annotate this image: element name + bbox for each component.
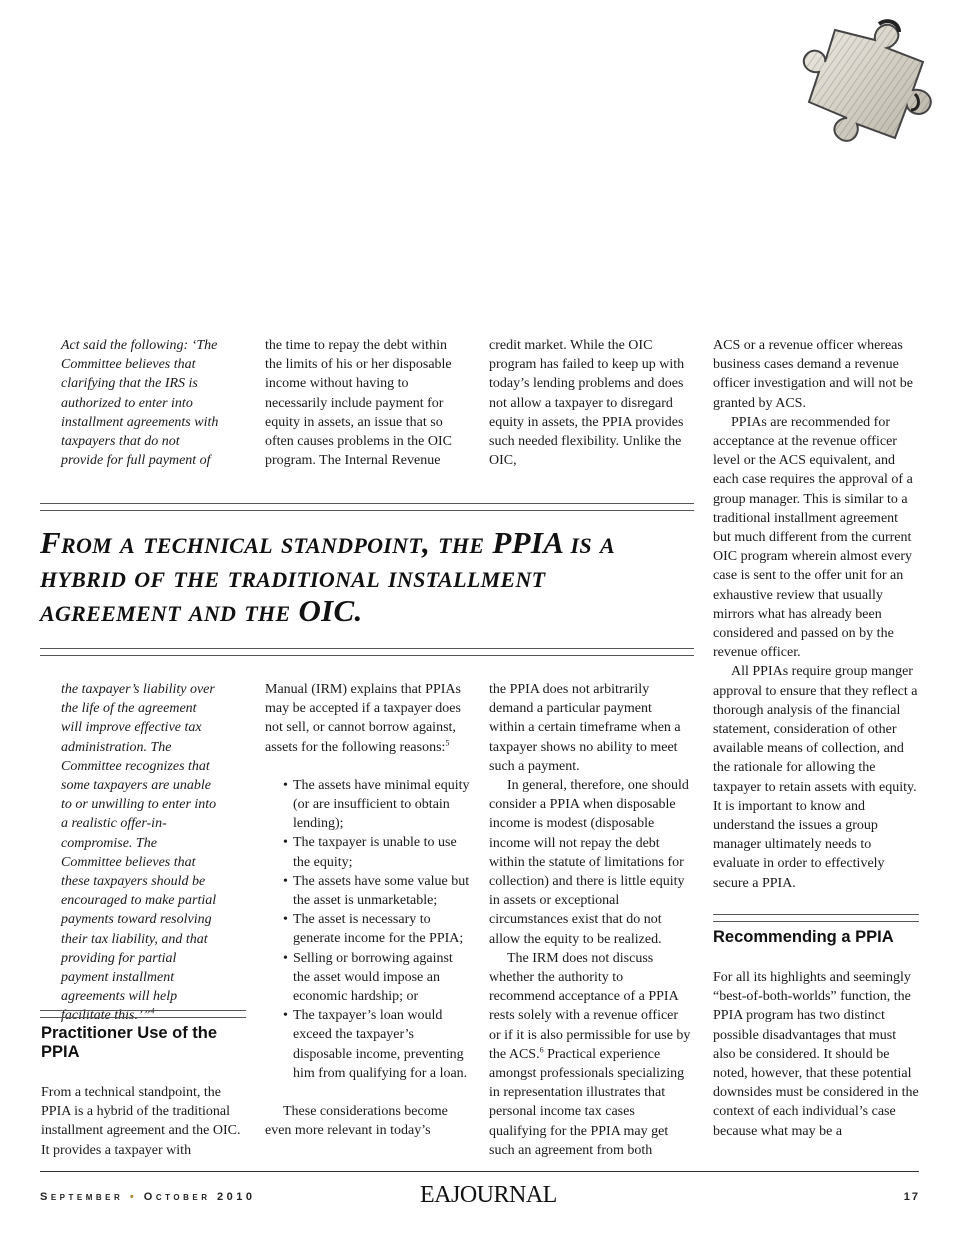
col4-bottom-text: For all its highlights and seemingly “best-of-both-worlds” function, the PPIA program has two distinct possible disadvantages that must also be considered. It should be noted, however, that these potential downsides must be considered in the context of each individual’s case because what may be a — [713, 970, 919, 1139]
footer-rule — [40, 1171, 919, 1172]
section-rule-recommending — [713, 914, 919, 922]
col3-top-text: credit market. While the OIC program has failed to keep up with today’s lending problems and does not allow a taxpayer to disregard equity in assets, the PPIA provides such needed flexibility. Unlike the OIC, — [489, 338, 685, 469]
page-number: 17 — [903, 1191, 920, 1203]
puzzle-piece-icon — [795, 10, 955, 150]
list-item: • The assets have some value but the asset is unmarketable; — [265, 872, 471, 910]
section-heading-recommending: Recommending a PPIA — [713, 928, 894, 946]
list-item: • The asset is necessary to generate income for the PPIA; — [265, 910, 471, 948]
pullquote-top-rule — [40, 503, 694, 511]
col2-top-text: the time to repay the debt within the limits of his or her disposable income without having to necessarily include payment for equity in assets, an issue that so often causes problems in the OIC program. The Internal Revenue — [265, 338, 453, 469]
list-item: • The taxpayer’s loan would exceed the taxpayer’s disposable income, preventing him from qualifying for a loan. — [265, 1006, 471, 1083]
section-heading-practitioner: Practitioner Use of the PPIA — [41, 1024, 218, 1061]
col1-bottom-quote: the taxpayer’s liability over the life of the agreement will improve effective tax administration. The Committee recognizes that some taxpayers are unable to or unwilling to enter into a realistic offer-in-compromise. The Committee believes that these taxpayers should be encouraged to make partial payments toward resolving their tax liability, and that providing for partial payment installment agreements will help facilitate this.’”$^4$ — [61, 682, 217, 1024]
col1-body-text: From a technical standpoint, the PPIA is a hybrid of the traditional installment agreement and the OIC. It provides a taxpayer with — [41, 1085, 241, 1158]
col4-text: ACS or a revenue officer whereas business cases demand a revenue officer investigation and will not be granted by ACS. PPIAs are recommended for acceptance at the revenue officer level or the ACS equivalent, and each case requires the approval of a group manager. This is similar to a traditional installment agreement but much different from the current OIC program wherein almost every case is sent to the offer unit for an exhaustive review that usually mirrors what has already been considered and passed on by the revenue officer. All PPIAs require group manger approval to ensure that they reflect a thorough analysis of the financial statement, consideration of other available means of collection, and the rationale for allowing the taxpayer to retain assets with equity. It is important to know and understand the issues a group manager ultimately needs to evaluate in order to effectively secure a PPIA. — [713, 338, 918, 891]
reasons-list — [265, 776, 471, 1083]
list-item: • Selling or borrowing against the asset would impose an economic hardship; or — [265, 949, 471, 1007]
issue-date: September • October 2010 — [40, 1191, 256, 1203]
col3-bottom-text: the PPIA does not arbitrarily demand a particular payment within a certain timeframe when a taxpayer shows no ability to meet such a payment. In general, therefore, one should consider a PPIA when disposable income is modest (disposable income will not repay the debt within the statute of limitations for collection) and there is little equity in assets or exceptional circumstances exist that do not allow the equity to be realized. The IRM does not discuss whether the authority to recommend acceptance of a PPIA rests solely with a revenue officer or if it is also permissible for use by the ACS.$^6$ Practical experience amongst professionals specializing in representation illustrates that personal income tax cases qualifying for the PPIA may get such an agreement from both — [489, 682, 691, 1158]
pullquote-bottom-rule — [40, 648, 694, 656]
section-rule-practitioner — [40, 1010, 246, 1018]
list-item: • The taxpayer is unable to use the equity; — [265, 833, 471, 871]
col2-outro: These considerations become even more relevant in today’s — [265, 1104, 448, 1139]
list-item: • The assets have minimal equity (or are insufficient to obtain lending); — [265, 776, 471, 834]
col1-top-quote: Act said the following: ‘The Committee believes that clarifying that the IRS is authorized to enter into installment agreements with taxpayers that do not provide for full payment of — [61, 338, 219, 469]
pull-quote: From a technical standpoint, the PPIA is a hybrid of the traditional installment agreement and the OIC. — [40, 525, 615, 628]
journal-logo: EAJOURNAL — [420, 1182, 557, 1208]
col2-bottom-text: Manual (IRM) explains that PPIAs may be accepted if a taxpayer does not sell, or cannot borrow against, assets for the following reasons:$^5$ • The assets have minimal equity (or are insufficient to obtain lending); • The taxpayer is unable to use the equity; • The assets have some value but the asset is unmarketable; • The asset is necessary to generate income for the PPIA; • Selling or borrowing against the asset would impose an economic hardship; or • The taxpayer’s loan would exceed the taxpayer’s disposable income, preventing him from qualifying for a loan. These considerations become even more relevant in today’s — [265, 680, 471, 1140]
